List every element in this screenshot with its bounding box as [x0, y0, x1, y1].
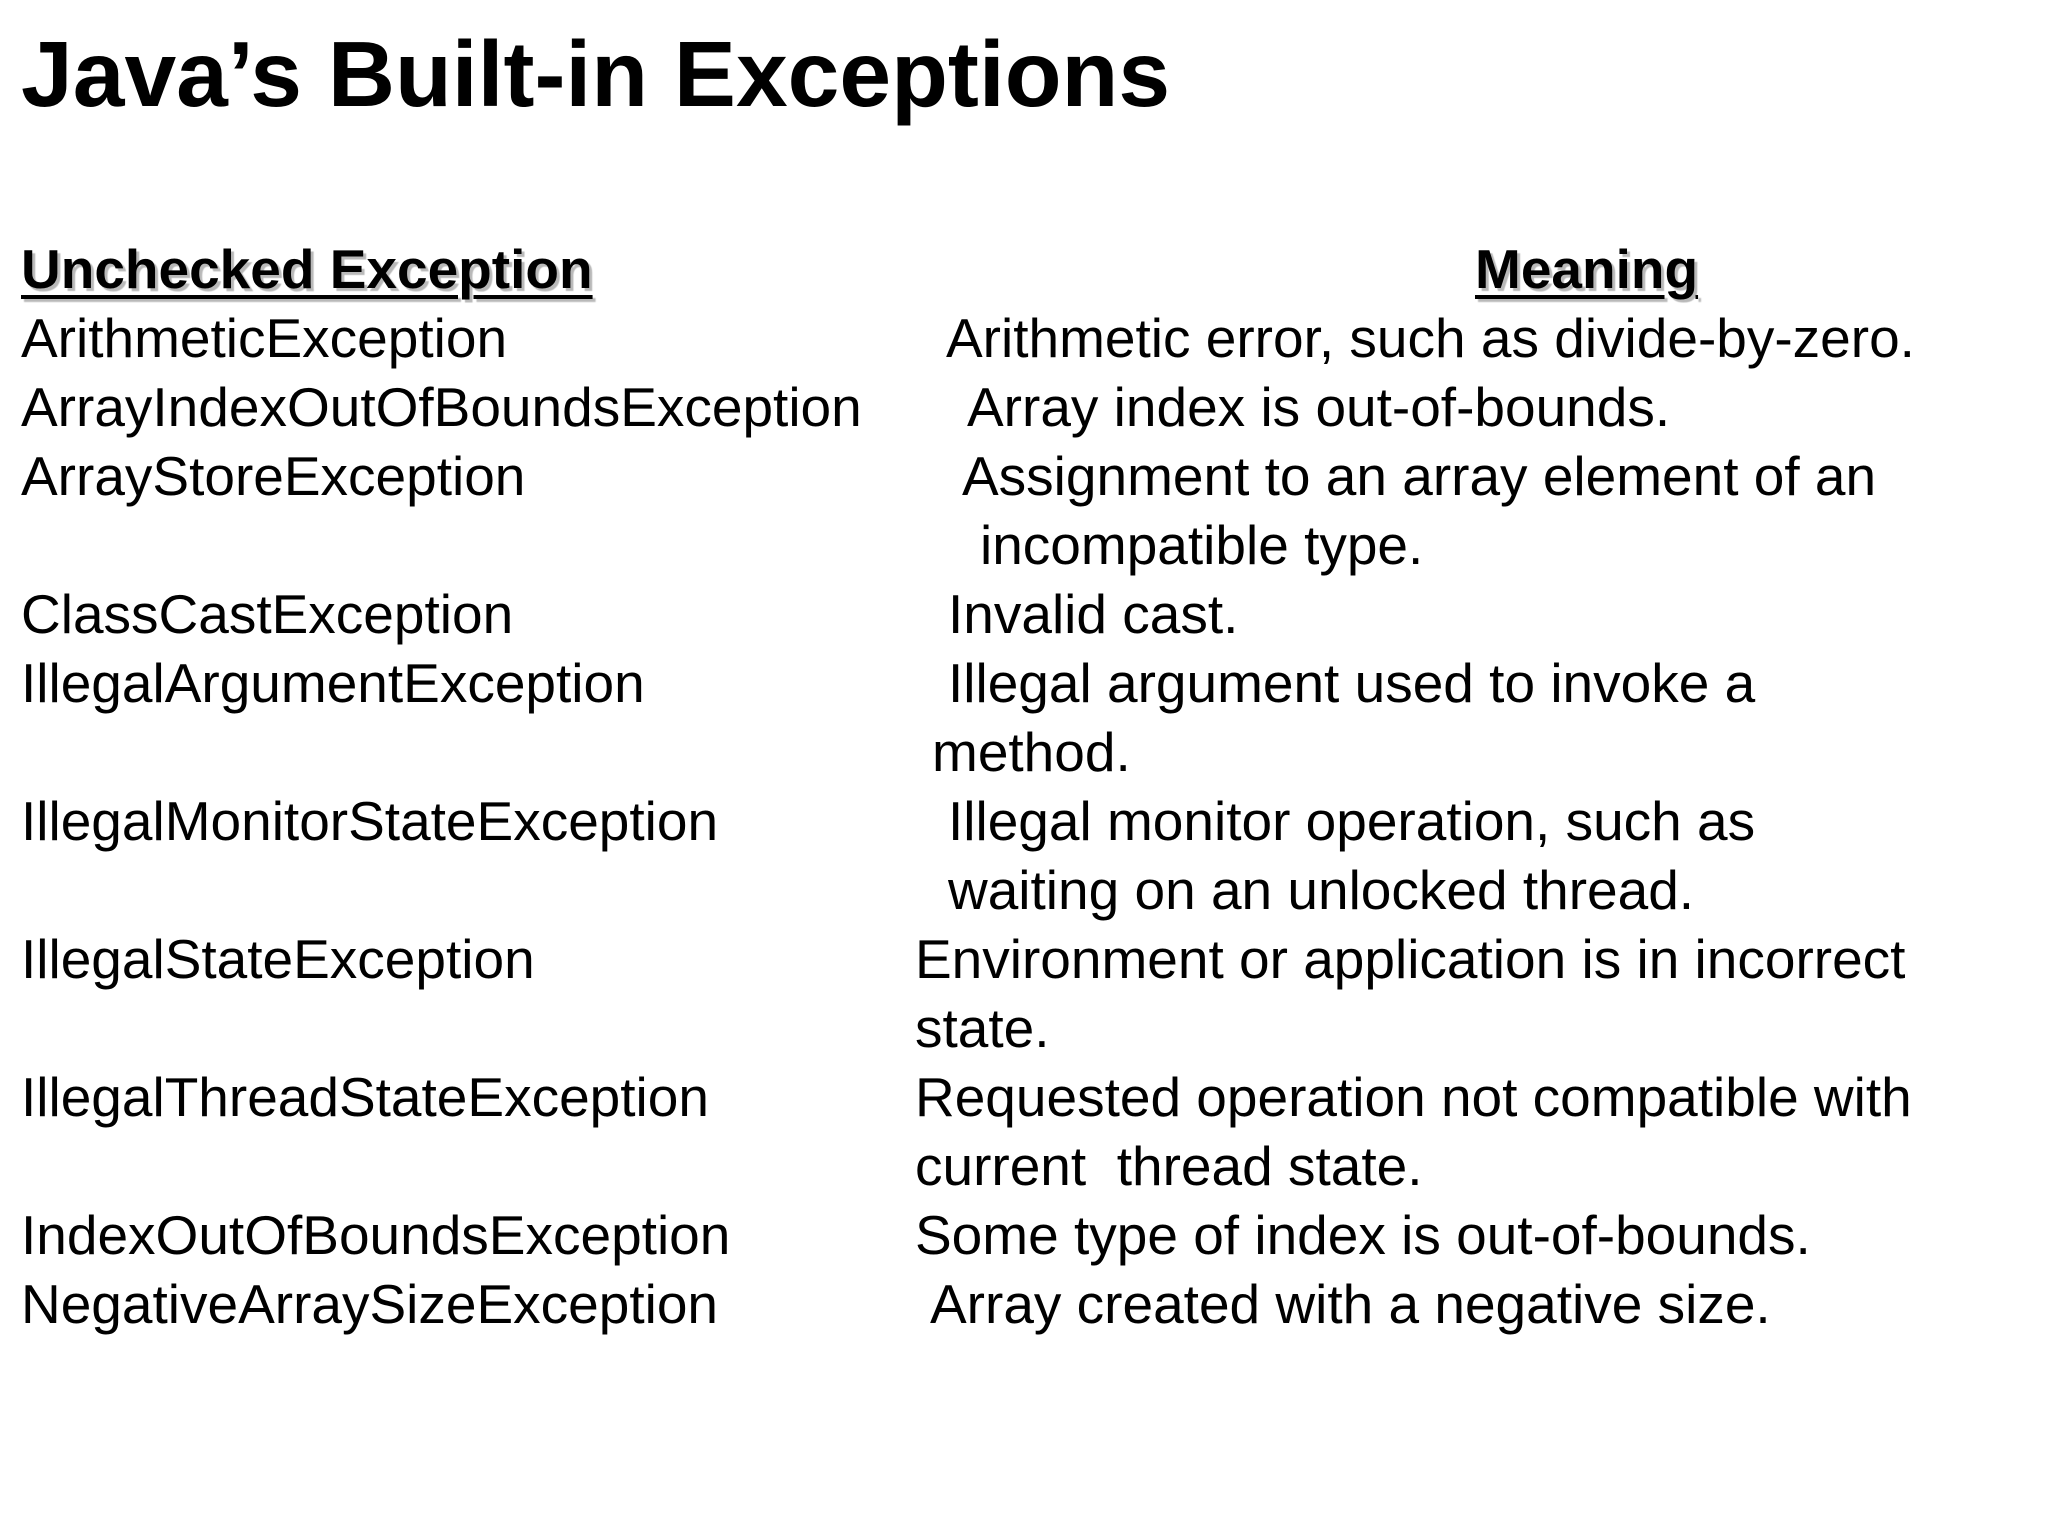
exception-meaning: Illegal argument used to invoke a: [948, 652, 1756, 714]
exception-meaning: Requested operation not compatible with: [915, 1066, 1912, 1128]
column-header-exception: Unchecked Exception: [21, 238, 593, 300]
slide-title: Java’s Built-in Exceptions: [21, 22, 1171, 126]
exception-meaning: Environment or application is in incorrect: [915, 928, 1906, 990]
exception-meaning-continued: waiting on an unlocked thread.: [948, 859, 1695, 921]
exception-meaning: Illegal monitor operation, such as: [948, 790, 1756, 852]
exception-meaning: Array created with a negative size.: [930, 1273, 1771, 1335]
exception-name: ClassCastException: [21, 583, 514, 645]
exception-name: NegativeArraySizeException: [21, 1273, 719, 1335]
exception-meaning: Array index is out-of-bounds.: [967, 376, 1671, 438]
exception-meaning-continued: current thread state.: [915, 1135, 1423, 1197]
exception-name: IllegalArgumentException: [21, 652, 645, 714]
exception-meaning: Arithmetic error, such as divide-by-zero.: [946, 307, 1915, 369]
exception-name: IllegalStateException: [21, 928, 535, 990]
exception-meaning-continued: state.: [915, 997, 1050, 1059]
column-header-meaning: Meaning: [1475, 238, 1699, 300]
exception-meaning-continued: incompatible type.: [980, 514, 1424, 576]
exception-meaning-continued: method.: [932, 721, 1131, 783]
exception-meaning: Assignment to an array element of an: [962, 445, 1877, 507]
exception-name: ArrayIndexOutOfBoundsException: [21, 376, 862, 438]
exception-name: IllegalThreadStateException: [21, 1066, 709, 1128]
exception-name: IllegalMonitorStateException: [21, 790, 719, 852]
exception-name: ArrayStoreException: [21, 445, 526, 507]
exception-name: ArithmeticException: [21, 307, 508, 369]
exception-meaning: Some type of index is out-of-bounds.: [915, 1204, 1811, 1266]
exception-name: IndexOutOfBoundsException: [21, 1204, 731, 1266]
exception-meaning: Invalid cast.: [948, 583, 1239, 645]
